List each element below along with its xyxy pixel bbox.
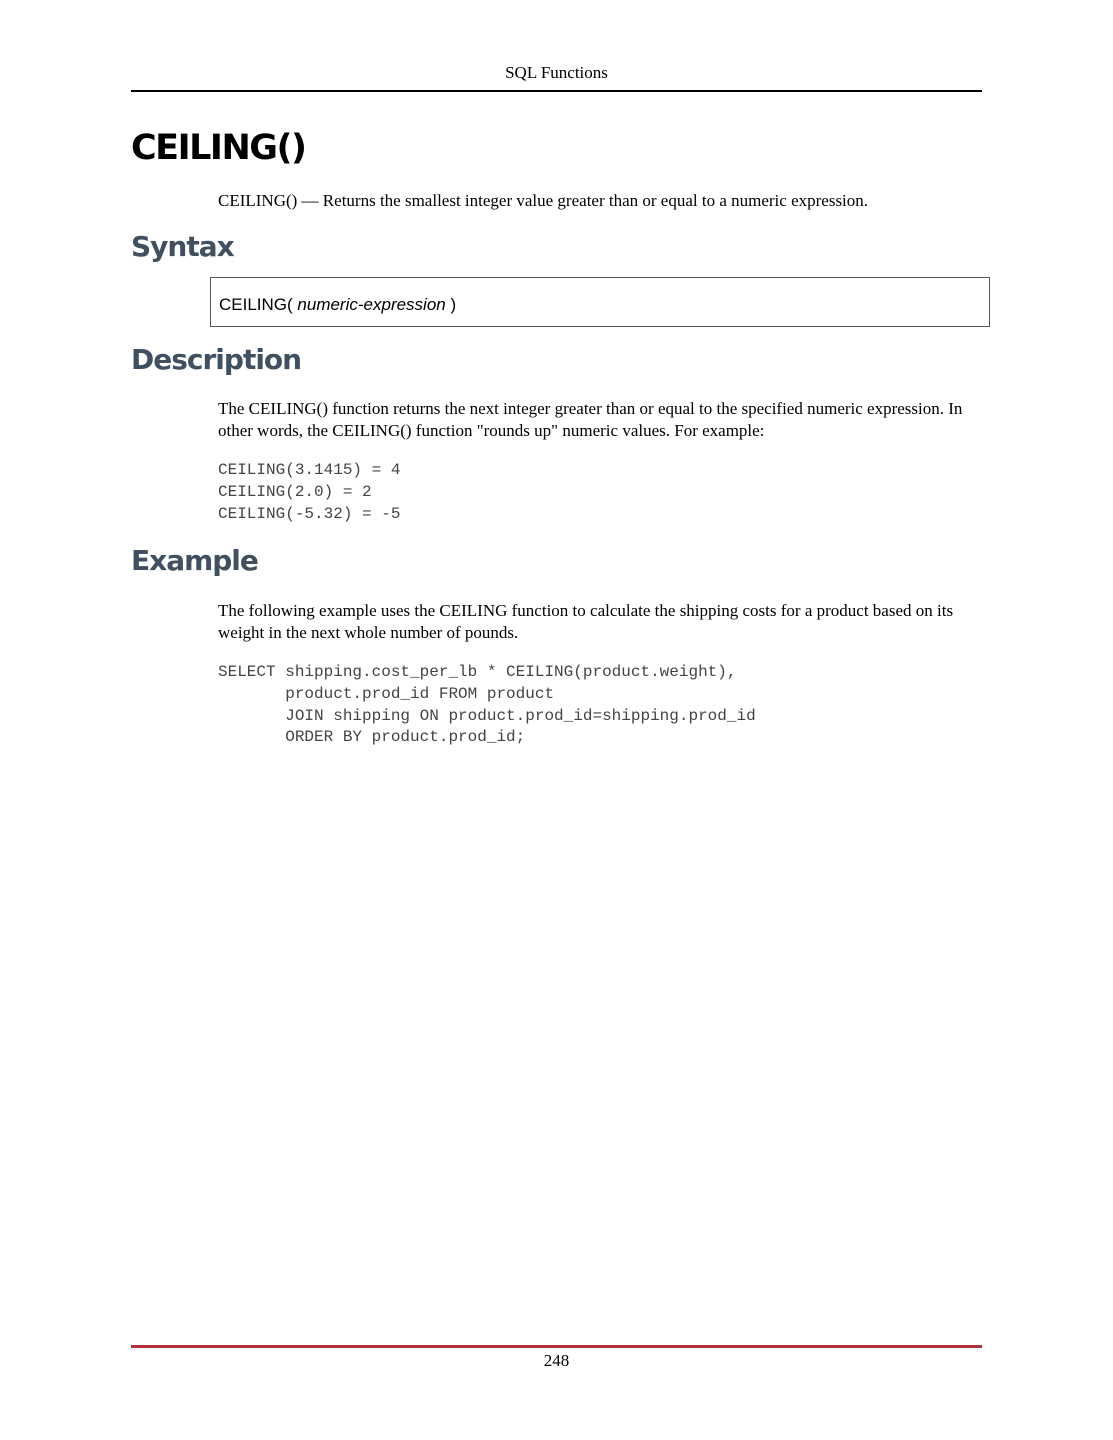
syntax-function: CEILING( <box>219 295 298 314</box>
footer-rule <box>131 1345 982 1348</box>
example-text: The following example uses the CEILING function to calculate the shipping costs for a product based on its weight in the next whole number of pounds. <box>218 601 954 642</box>
description-text: The CEILING() function returns the next integer greater than or equal to the specified numeric expression. In other words, the CEILING() function "rounds up" numeric values. For example: <box>218 399 963 440</box>
page-title: CEILING() <box>131 128 306 168</box>
header-rule <box>131 90 982 92</box>
description-heading: Description <box>131 343 302 376</box>
running-header: SQL Functions <box>505 63 608 82</box>
syntax-argument: numeric-expression <box>297 295 446 314</box>
summary: CEILING() — Returns the smallest integer value greater than or equal to a numeric expression. <box>218 191 869 210</box>
example-code: SELECT shipping.cost_per_lb * CEILING(product.weight), product.prod_id FROM product JOIN shipping ON product.prod_id=shipping.prod_id ORDER BY product.prod_id; <box>218 663 756 747</box>
syntax-close: ) <box>445 295 457 314</box>
description-code: CEILING(3.1415) = 4 CEILING(2.0) = 2 CEILING(-5.32) = -5 <box>218 461 401 523</box>
example-heading: Example <box>131 544 258 577</box>
syntax-box <box>210 277 990 327</box>
page-number: 248 <box>543 1351 570 1370</box>
syntax-heading: Syntax <box>131 230 234 263</box>
